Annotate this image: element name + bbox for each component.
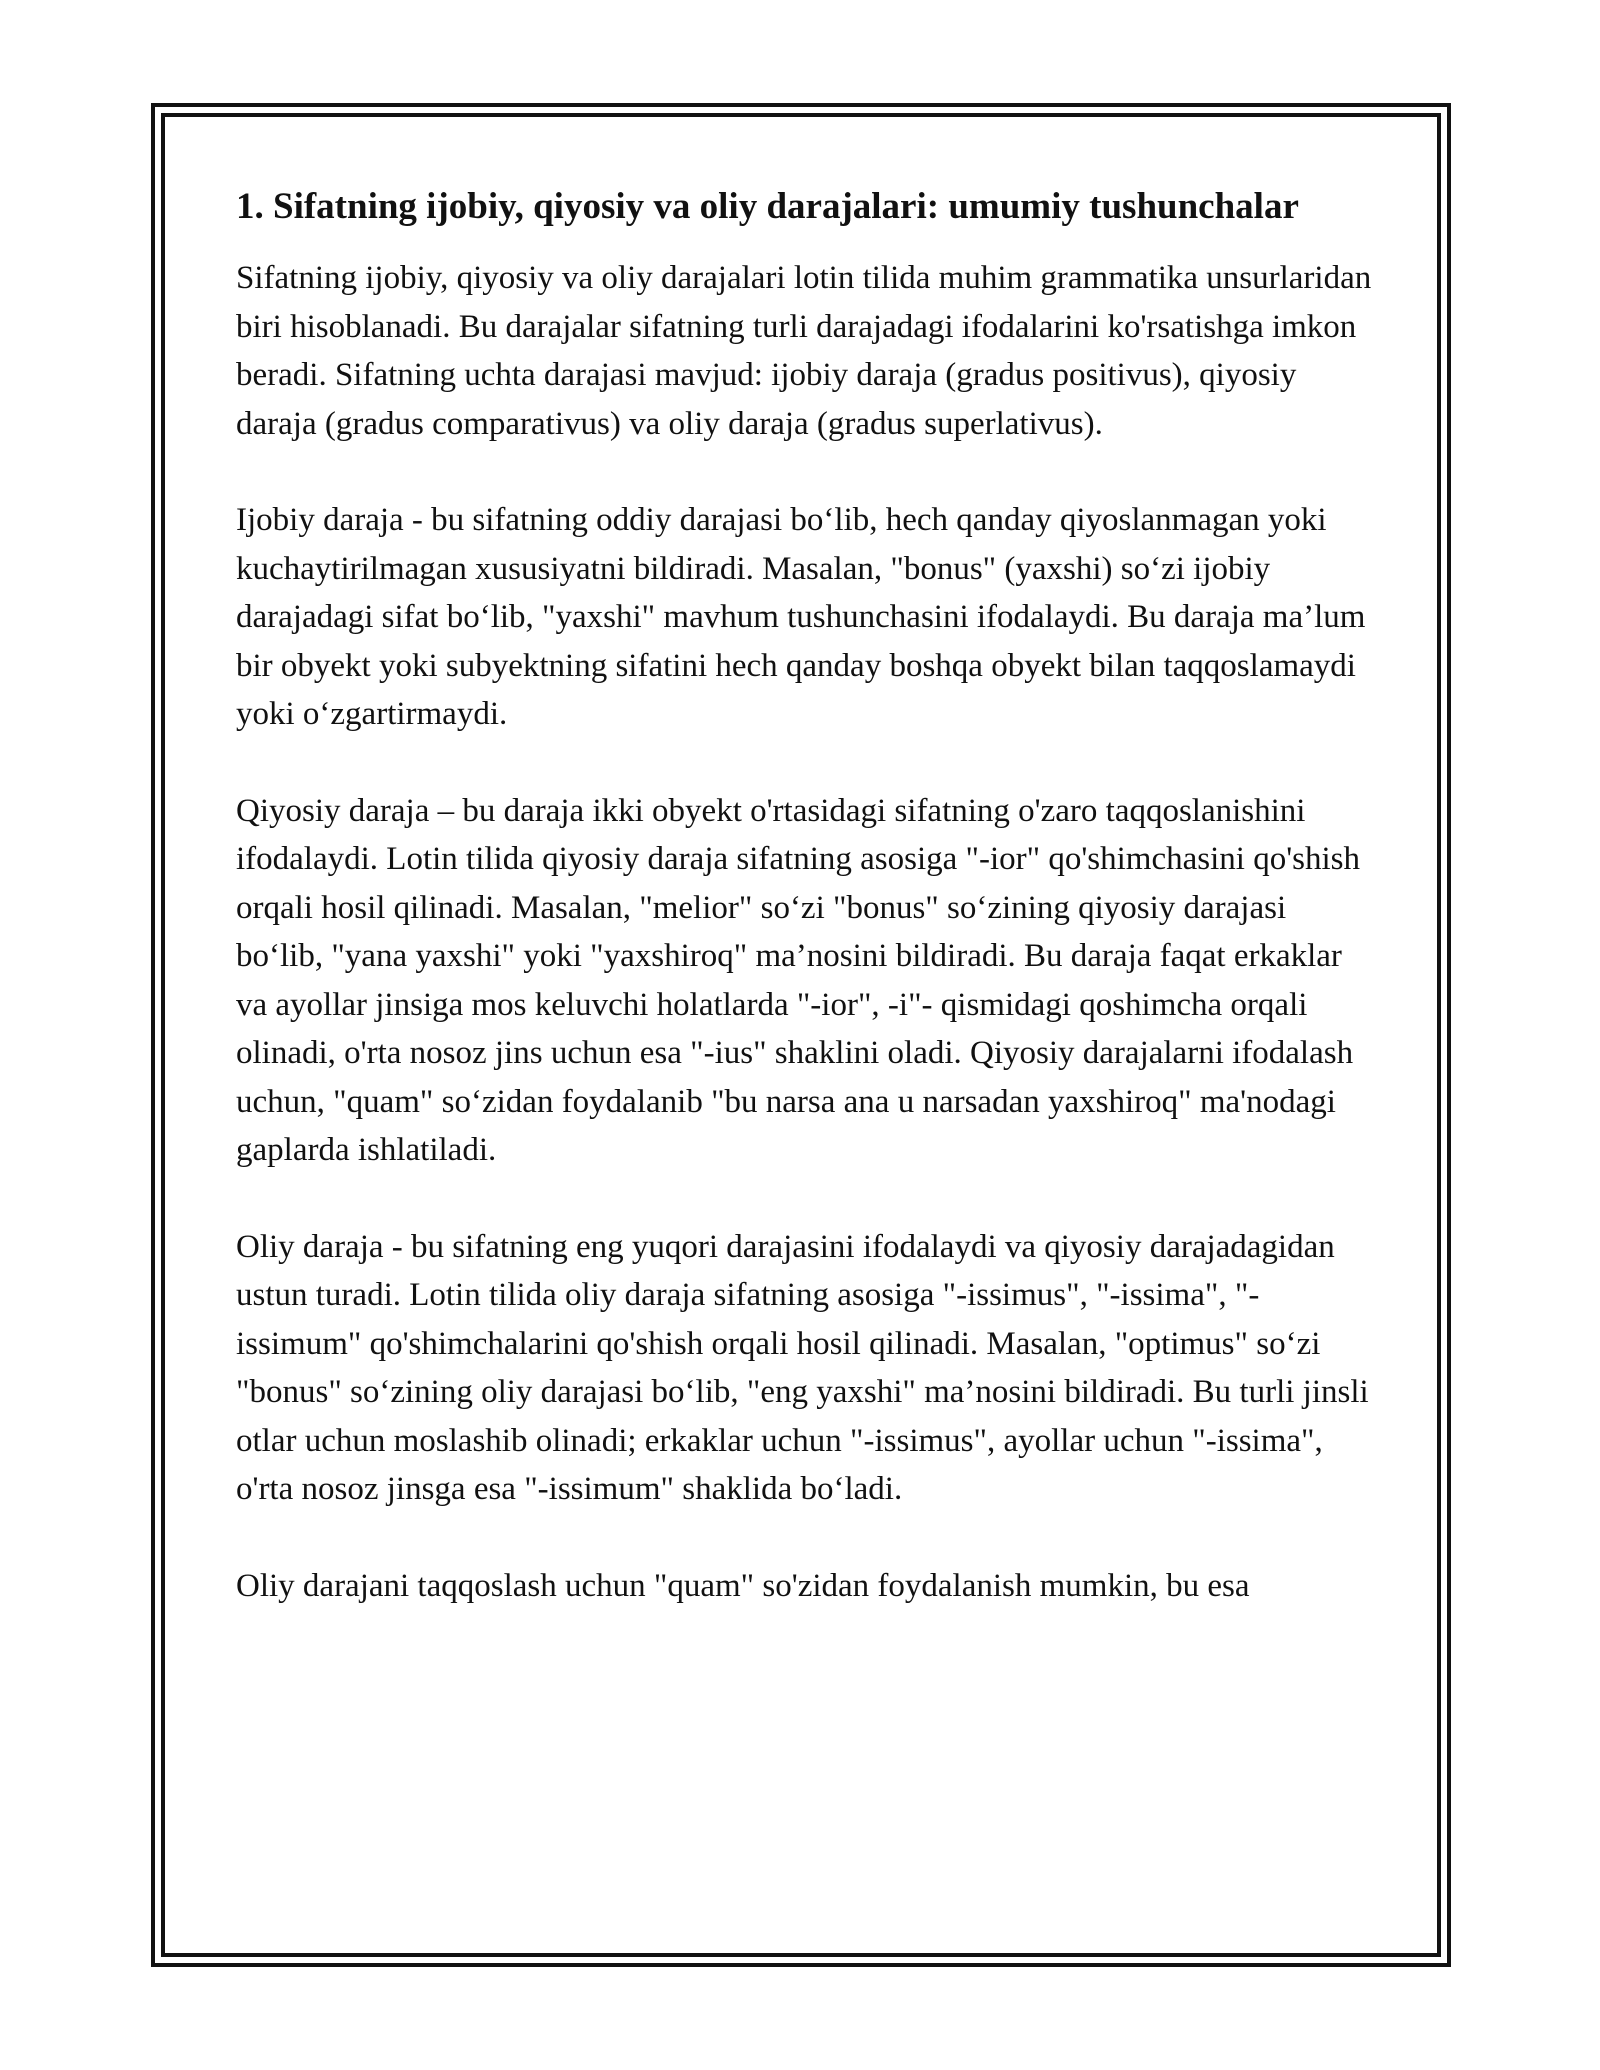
document-body [236, 180, 1376, 1610]
paragraph-intro: Sifatning ijobiy, qiyosiy va oliy darajalari lotin tilida muhim grammatika unsurlaridan biri hisoblanadi. Bu darajalar sifatning turli darajadagi ifodalarini ko'rsatishga imkon beradi. Sifatning uchta darajasi mavjud: ijobiy daraja (gradus positivus), qiyosiy daraja (gradus comparativus) va oliy daraja (gradus superlativus). [236, 260, 1372, 442]
paragraph-superlative-comparison: Oliy darajani taqqoslash uchun "quam" so'zidan foydalanish mumkin, bu esa [236, 1567, 1250, 1604]
paragraph-superlative-degree: Oliy daraja - bu sifatning eng yuqori darajasini ifodalaydi va qiyosiy darajadagidan ustun turadi. Lotin tilida oliy daraja sifatning asosiga "-issimus", "-issima", "-issimum" qo'shimchalarini qo'shish orqali hosil qilinadi. Masalan, "optimus" so‘zi "bonus" so‘zining oliy darajasi bo‘lib, "eng yaxshi" ma’nosini bildiradi. Bu turli jinsli otlar uchun moslashib olinadi; erkaklar uchun "-issimus", ayollar uchun "-issima", o'rta nosoz jinsga esa "-issimum" shaklida bo‘ladi. [236, 1228, 1369, 1507]
paragraph-positive-degree: Ijobiy daraja - bu sifatning oddiy darajasi bo‘lib, hech qanday qiyoslanmagan yoki kuchaytirilmagan xususiyatni bildiradi. Masalan, "bonus" (yaxshi) so‘zi ijobiy darajadagi sifat bo‘lib, "yaxshi" mavhum tushunchasini ifodalaydi. Bu daraja ma’lum bir obyekt yoki subyektning sifatini hech qanday boshqa obyekt bilan taqqoslamaydi yoki o‘zgartirmaydi. [236, 502, 1366, 732]
paragraph-comparative-degree: Qiyosiy daraja – bu daraja ikki obyekt o'rtasidagi sifatning o'zaro taqqoslanishini ifodalaydi. Lotin tilida qiyosiy daraja sifatning asosiga "-ior" qo'shimchasini qo'shish orqali hosil qilinadi. Masalan, "melior" so‘zi "bonus" so‘zining qiyosiy darajasi bo‘lib, "yana yaxshi" yoki "yaxshiroq" ma’nosini bildiradi. Bu daraja faqat erkaklar va ayollar jinsiga mos keluvchi holatlarda "-ior", -i"- qismidagi qoshimcha orqali olinadi, o'rta nosoz jins uchun esa "-ius" shaklini oladi. Qiyosiy darajalarni ifodalash uchun, "quam" so‘zidan foydalanib "bu narsa ana u narsadan yaxshiroq" ma'nodagi gaplarda ishlatiladi. [236, 792, 1360, 1168]
section-heading: 1. Sifatning ijobiy, qiyosiy va oliy darajalari: umumiy tushunchalar [236, 186, 1299, 227]
